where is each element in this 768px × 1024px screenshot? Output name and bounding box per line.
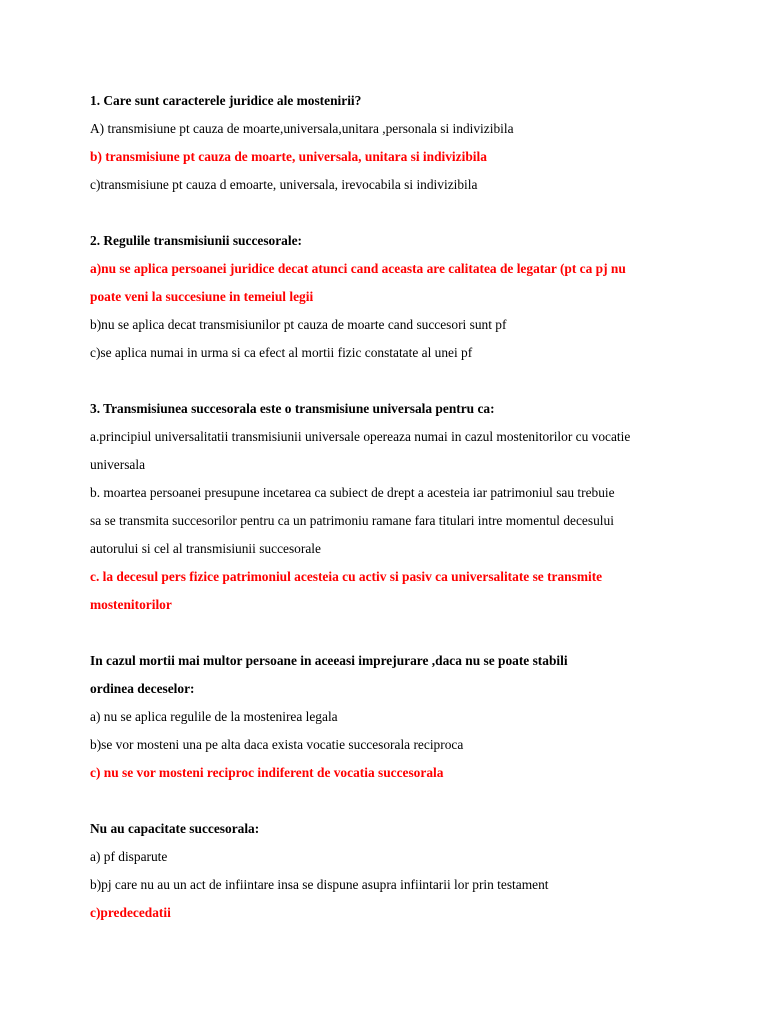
spacer <box>90 367 670 395</box>
question-block <box>90 647 670 787</box>
correct-answer-option: a)nu se aplica persoanei juridice decat atunci cand aceasta are calitatea de legatar (pt ca pj nu <box>90 261 626 276</box>
spacer <box>90 619 670 647</box>
answer-option: b)pj care nu au un act de infiintare insa se dispune asupra infiintarii lor prin testament <box>90 877 549 892</box>
question-title: 2. Regulile transmisiunii succesorale: <box>90 233 303 248</box>
spacer <box>90 199 670 227</box>
question-title: 1. Care sunt caracterele juridice ale mostenirii? <box>90 93 362 108</box>
correct-answer-option: c) nu se vor mosteni reciproc indiferent de vocatia succesorala <box>90 765 444 780</box>
answer-option-continued: autorului si cel al transmisiunii succesorale <box>90 541 321 556</box>
answer-option: a.principiul universalitatii transmisiunii universale opereaza numai in cazul mostenitorilor cu vocatie <box>90 429 631 444</box>
answer-option: a) pf disparute <box>90 849 168 864</box>
answer-option: b)se vor mosteni una pe alta daca exista vocatie succesorala reciproca <box>90 737 464 752</box>
correct-answer-option-continued: mostenitorilor <box>90 597 172 612</box>
question-block <box>90 815 670 927</box>
answer-option: b. moartea persoanei presupune incetarea ca subiect de drept a acesteia iar patrimoniul sau trebuie <box>90 485 615 500</box>
question-title-continued: ordinea deceselor: <box>90 681 195 696</box>
answer-option-continued: universala <box>90 457 146 472</box>
correct-answer-option-continued: poate veni la succesiune in temeiul legii <box>90 289 314 304</box>
answer-option-continued: sa se transmita succesorilor pentru ca un patrimoniu ramane fara titulari intre momentul decesului <box>90 513 614 528</box>
question-block <box>90 87 670 199</box>
question-block <box>90 227 670 367</box>
answer-option: b)nu se aplica decat transmisiunilor pt cauza de moarte cand succesori sunt pf <box>90 317 507 332</box>
question-title: 3. Transmisiunea succesorala este o transmisiune universala pentru ca: <box>90 401 495 416</box>
question-block <box>90 395 670 619</box>
correct-answer-option: b) transmisiune pt cauza de moarte, universala, unitara si indivizibila <box>90 149 487 164</box>
answer-option: c)transmisiune pt cauza d emoarte, universala, irevocabila si indivizibila <box>90 177 478 192</box>
correct-answer-option: c. la decesul pers fizice patrimoniul acesteia cu activ si pasiv ca universalitate se transmite <box>90 569 603 584</box>
answer-option: A) transmisiune pt cauza de moarte,universala,unitara ,personala si indivizibila <box>90 121 514 136</box>
answer-option: c)se aplica numai in urma si ca efect al mortii fizic constatate al unei pf <box>90 345 473 360</box>
answer-option: a) nu se aplica regulile de la mostenirea legala <box>90 709 338 724</box>
question-title: Nu au capacitate succesorala: <box>90 821 260 836</box>
question-title: In cazul mortii mai multor persoane in aceeasi imprejurare ,daca nu se poate stabili <box>90 653 568 668</box>
spacer <box>90 787 670 815</box>
document-content <box>90 87 670 927</box>
correct-answer-option: c)predecedatii <box>90 905 171 920</box>
